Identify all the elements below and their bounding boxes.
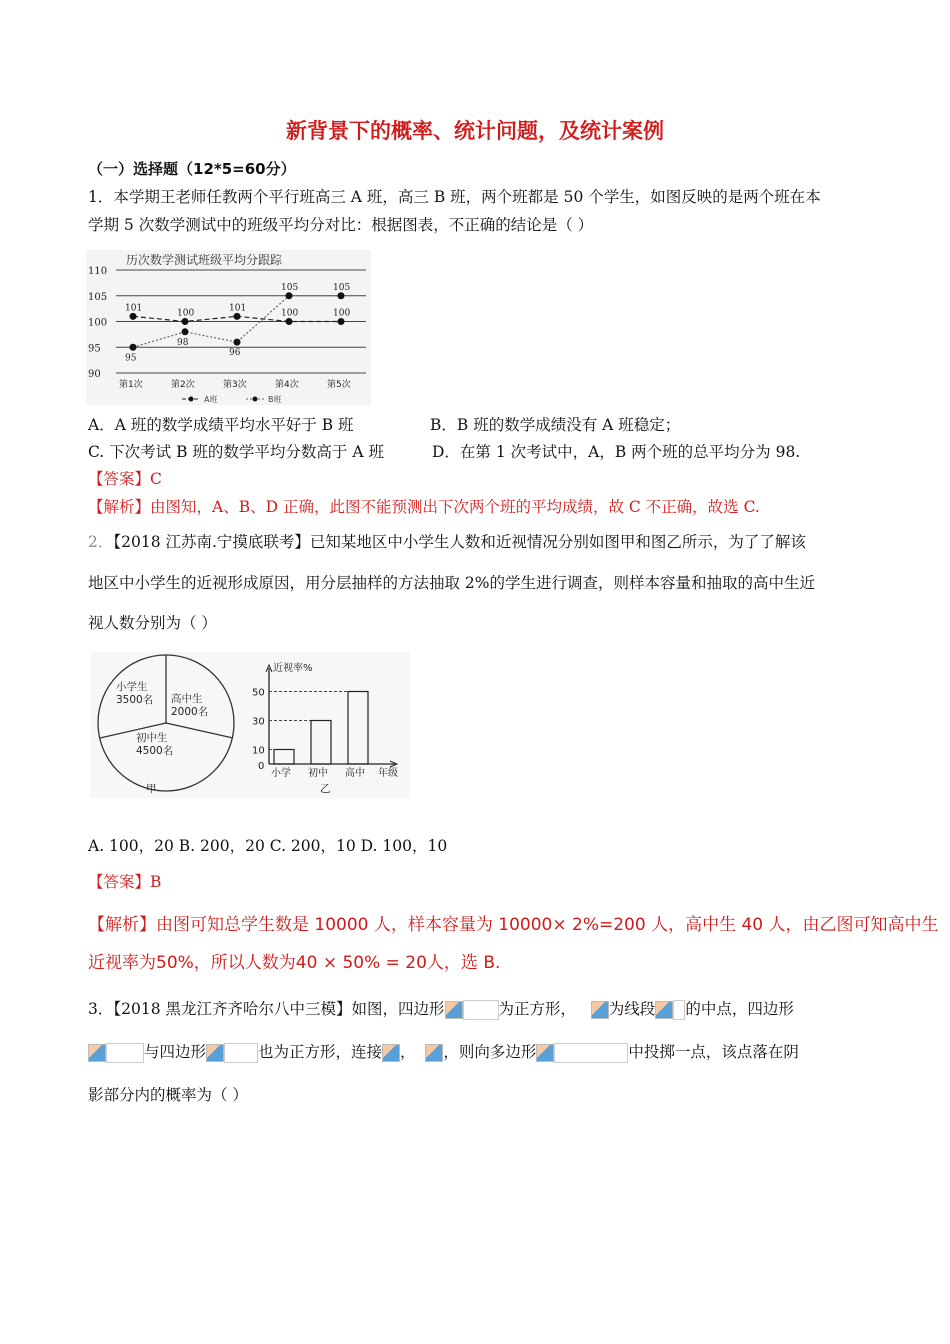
formula-image-icon: [591, 1001, 609, 1019]
x-tick-label: 小学: [271, 768, 291, 779]
q1-answer: 【答案】C: [88, 470, 162, 488]
data-label-b: 96: [229, 348, 241, 359]
y-tick-label: 100: [88, 317, 108, 329]
formula-image-icon: [536, 1044, 554, 1062]
y-tick-label: 0: [258, 761, 265, 772]
y-tick-label: 90: [88, 369, 101, 380]
q2-analysis-line1: 【解析】由图可知总学生数是 10000 人，样本容量为 10000× 2%=200 人，高中生 40 人，由乙图可知高中生: [88, 915, 939, 935]
q3-text-1d: 的中点，四边形: [685, 1000, 794, 1018]
data-label-a: 100: [177, 308, 195, 319]
point-b: [130, 344, 137, 351]
line-chart-title: 历次数学测试班级平均分跟踪: [126, 253, 283, 267]
y-tick-label: 110: [88, 266, 108, 277]
q3-text-2c: ，: [400, 1043, 416, 1061]
pie-chart: [90, 652, 250, 798]
q3-text-1c: 为线段: [608, 1000, 656, 1018]
data-label-a: 101: [125, 303, 143, 314]
formula-image-icon: [445, 1001, 463, 1019]
q2-number: 2．: [88, 533, 114, 551]
x-axis-label: 年级: [378, 768, 398, 779]
x-tick-label: 第1次: [119, 380, 143, 390]
point-a: [130, 313, 137, 320]
formula-image-icon: [655, 1001, 673, 1019]
point-b: [338, 292, 345, 299]
pie-label-primary: 小学生: [116, 681, 148, 693]
q3-text-1a: 3．【2018 黑龙江齐齐哈尔八中三模】如图，四边形: [88, 1000, 445, 1018]
data-label-a: 101: [229, 303, 247, 314]
point-b: [234, 339, 241, 346]
point-a: [234, 313, 241, 320]
bar-caption: 乙: [320, 783, 331, 795]
pie-value-middle: 4500名: [136, 745, 174, 757]
x-tick-label: 第4次: [275, 380, 299, 390]
bar-chart: [250, 652, 410, 798]
y-tick-label: 50: [252, 687, 265, 699]
formula-blank: [554, 1043, 628, 1063]
section-heading: （一）选择题（12*5=60分）: [88, 160, 296, 178]
x-tick-label: 初中: [308, 768, 328, 779]
formula-blank: [106, 1043, 144, 1063]
x-tick-label: 高中: [345, 768, 365, 779]
q3-text-line3: 影部分内的概率为（ ）: [88, 1086, 248, 1104]
point-b: [182, 328, 189, 335]
y-tick-label: 105: [88, 291, 108, 303]
point-a: [182, 318, 189, 325]
line-chart: [86, 250, 371, 405]
page-title: 新背景下的概率、统计问题，及统计案例: [286, 119, 664, 143]
formula-blank: [673, 1000, 685, 1020]
q1-option-d: D．在第 1 次考试中，A，B 两个班的总平均分为 98.: [432, 443, 801, 461]
formula-blank: [224, 1043, 258, 1063]
q3-text-2a: 与四边形: [144, 1043, 207, 1061]
data-label-a: 100: [333, 308, 351, 319]
q3-text-2e: 中投掷一点，该点落在阴: [628, 1043, 799, 1061]
q2-text-line3: 视人数分别为（ ）: [88, 614, 217, 632]
q1-option-c: C. 下次考试 B 班的数学平均分数高于 A 班: [88, 443, 384, 461]
x-tick-label: 第5次: [327, 380, 351, 390]
data-label-b: 95: [125, 353, 137, 364]
legend-marker-a: [189, 397, 194, 402]
q2-options: A. 100，20 B. 200，20 C. 200，10 D. 100，10: [88, 837, 448, 855]
pie-value-primary: 3500名: [116, 694, 154, 706]
q2-text-line2: 地区中小学生的近视形成原因，用分层抽样的方法抽取 2%的学生进行调查，则样本容量和抽取的高中生近: [88, 574, 816, 592]
pie-caption: 甲: [146, 783, 157, 795]
q3-text-2d: ，则向多边形: [443, 1043, 537, 1061]
y-tick-label: 10: [252, 745, 265, 757]
q1-text-line1: 1．本学期王老师任教两个平行班高三 A 班，高三 B 班，两个班都是 50 个学生，如图反映的是两个班在本: [88, 188, 821, 206]
pie-value-high: 2000名: [171, 706, 209, 718]
formula-blank: [463, 1000, 499, 1020]
x-tick-label: 第3次: [223, 380, 247, 390]
q1-analysis: 【解析】由图知，A、B、D 正确，此图不能预测出下次两个班的平均成绩，故 C 不正确，故选 C.: [88, 498, 760, 516]
q3-text-2b: 也为正方形，连接: [258, 1043, 383, 1061]
q3-text-1b: 为正方形，: [498, 1000, 577, 1018]
data-label-b: 98: [177, 337, 189, 348]
y-tick-label: 95: [88, 343, 101, 355]
formula-image-icon: [382, 1044, 400, 1062]
data-label-b: 105: [281, 282, 299, 293]
q2-text-line1: 【2018 江苏南.宁摸底联考】已知某地区中小学生人数和近视情况分别如图甲和图乙所示，为了了解该: [113, 533, 806, 551]
point-b: [286, 292, 293, 299]
data-label-b: 105: [333, 282, 351, 293]
formula-image-icon: [206, 1044, 224, 1062]
pie-label-high: 高中生: [171, 693, 203, 705]
x-tick-label: 第2次: [171, 380, 195, 390]
formula-image-icon: [88, 1044, 106, 1062]
legend-marker-b: [253, 397, 258, 402]
q1-option-a: A．A 班的数学成绩平均水平好于 B 班: [88, 416, 354, 434]
q2-analysis-line2: 近视率为50%，所以人数为40 × 50% = 20人，选 B.: [88, 953, 501, 973]
q2-answer: 【答案】B: [88, 873, 162, 891]
point-a: [286, 318, 293, 325]
formula-image-icon: [425, 1044, 443, 1062]
y-tick-label: 30: [252, 716, 265, 728]
pie-label-middle: 初中生: [136, 732, 168, 744]
q1-text-line2: 学期 5 次数学测试中的班级平均分对比：根据图表，不正确的结论是（ ）: [88, 216, 594, 234]
legend-label-b: B班: [268, 395, 282, 404]
y-axis-label: 近视率%: [273, 663, 313, 674]
q1-option-b: B．B 班的数学成绩没有 A 班稳定；: [430, 416, 681, 434]
data-label-a: 100: [281, 308, 299, 319]
legend-label-a: A班: [204, 395, 218, 404]
point-a: [338, 318, 345, 325]
